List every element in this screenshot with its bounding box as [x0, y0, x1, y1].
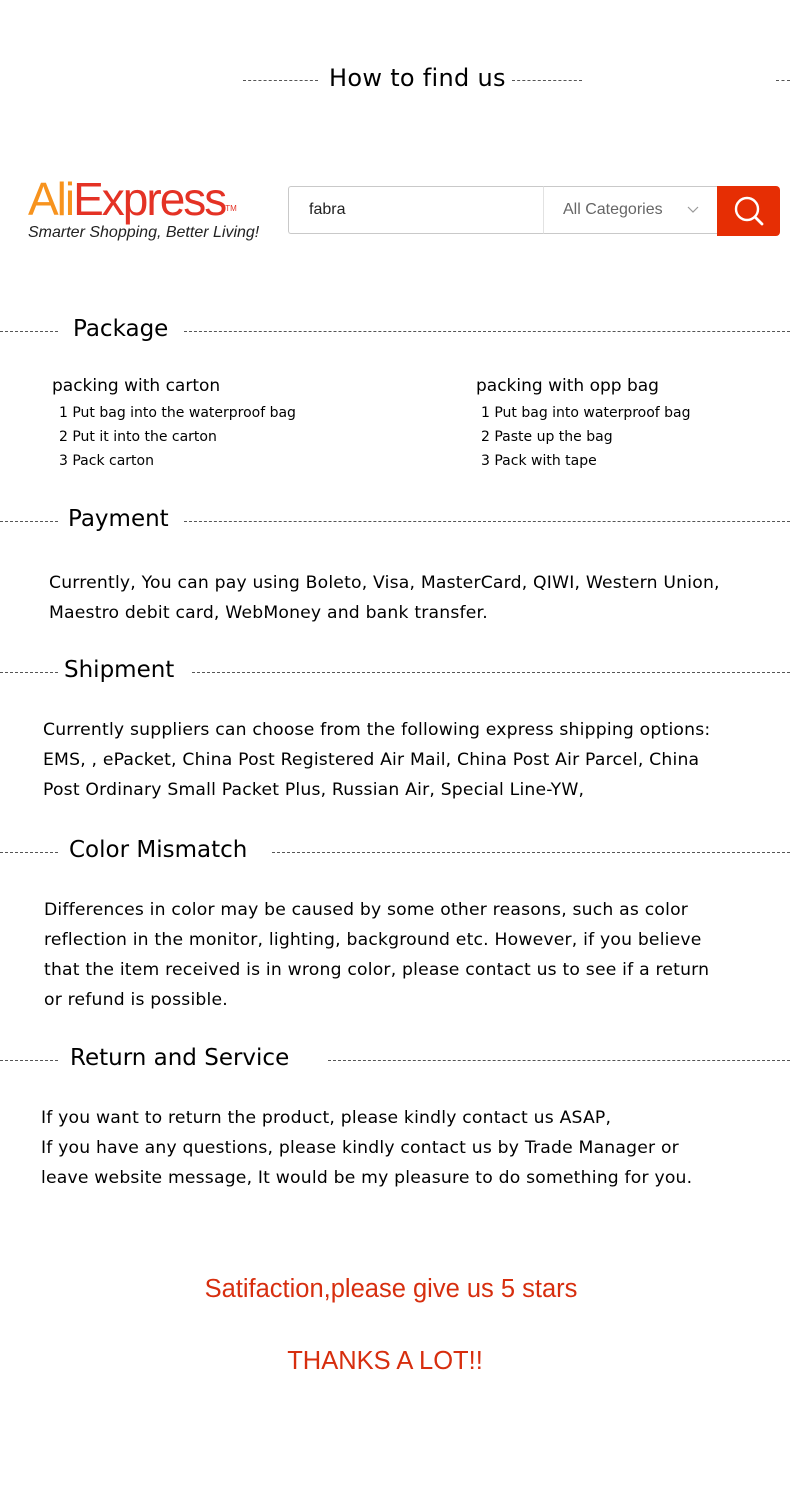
search-input[interactable]: [288, 186, 543, 234]
shipment-divider-right: [192, 672, 790, 673]
color-divider-right: [272, 852, 790, 853]
logo-tm: TM: [225, 204, 237, 213]
logo-tagline: Smarter Shopping, Better Living!: [28, 224, 260, 241]
category-select[interactable]: [543, 186, 717, 234]
list-item: 3 Pack carton: [59, 453, 154, 469]
packing-opp-steps: [481, 401, 691, 473]
return-divider-left: [0, 1060, 58, 1061]
list-item: 1 Put bag into waterproof bag: [481, 405, 691, 421]
payment-text: Currently, You can pay using Boleto, Visa, MasterCard, QIWI, Western Union, Maestro debit card, WebMoney and bank transfer.: [49, 573, 720, 623]
package-divider-right: [184, 331, 790, 332]
color-mismatch-text: Differences in color may be caused by some other reasons, such as color reflection in the monitor, lighting, background etc. However, if you believe that the item received is in wrong color, please contact us to see if a return or refund is possible.: [44, 900, 710, 1010]
shipment-text: Currently suppliers can choose from the following express shipping options: EMS, , ePacket, China Post Registered Air Mail, China Post Air Parcel, China Post Ordinary Small Packet Plus, Russian Air, Special Line-YW,: [43, 720, 711, 800]
list-item: 1 Put bag into the waterproof bag: [59, 405, 296, 421]
return-service-title: Return and Service: [70, 1045, 290, 1071]
package-title: Package: [73, 316, 169, 342]
packing-carton-steps: [59, 401, 296, 473]
aliexpress-logo: [28, 170, 278, 260]
return-divider-right: [328, 1060, 790, 1061]
heading-divider-left: [243, 80, 318, 81]
payment-title: Payment: [68, 506, 169, 532]
color-mismatch-title: Color Mismatch: [69, 837, 248, 863]
return-service-text: If you want to return the product, please kindly contact us ASAP, If you have any questions, please kindly contact us by Trade Manager or leave website message, It would be my pleasure to do something for you.: [41, 1108, 693, 1188]
packing-carton-title: packing with carton: [52, 376, 221, 396]
heading-divider-right: [512, 80, 582, 81]
search-bar: [288, 186, 780, 236]
payment-divider-right: [184, 521, 790, 522]
category-label: All Categories: [563, 201, 663, 218]
heading-divider-edge: [776, 80, 790, 81]
logo-wordmark: [28, 170, 278, 228]
packing-opp: [476, 376, 691, 473]
page-title: How to find us: [329, 64, 506, 92]
color-divider-left: [0, 852, 58, 853]
search-button[interactable]: [717, 186, 780, 236]
chevron-down-icon: [687, 187, 699, 252]
shipment-title: Shipment: [64, 657, 175, 683]
logo-ali: Ali: [28, 173, 74, 225]
list-item: 3 Pack with tape: [481, 453, 597, 469]
packing-carton: [52, 376, 296, 473]
shipment-divider-left: [0, 672, 58, 673]
search-icon: [717, 186, 780, 236]
thanks-message: THANKS A LOT!!: [287, 1347, 483, 1375]
package-divider-left: [0, 331, 58, 332]
payment-divider-left: [0, 521, 58, 522]
stars-request: Satifaction,please give us 5 stars: [204, 1275, 578, 1303]
packing-opp-title: packing with opp bag: [476, 376, 659, 396]
list-item: 2 Put it into the carton: [59, 429, 217, 445]
logo-express: Express: [73, 173, 226, 225]
list-item: 2 Paste up the bag: [481, 429, 613, 445]
